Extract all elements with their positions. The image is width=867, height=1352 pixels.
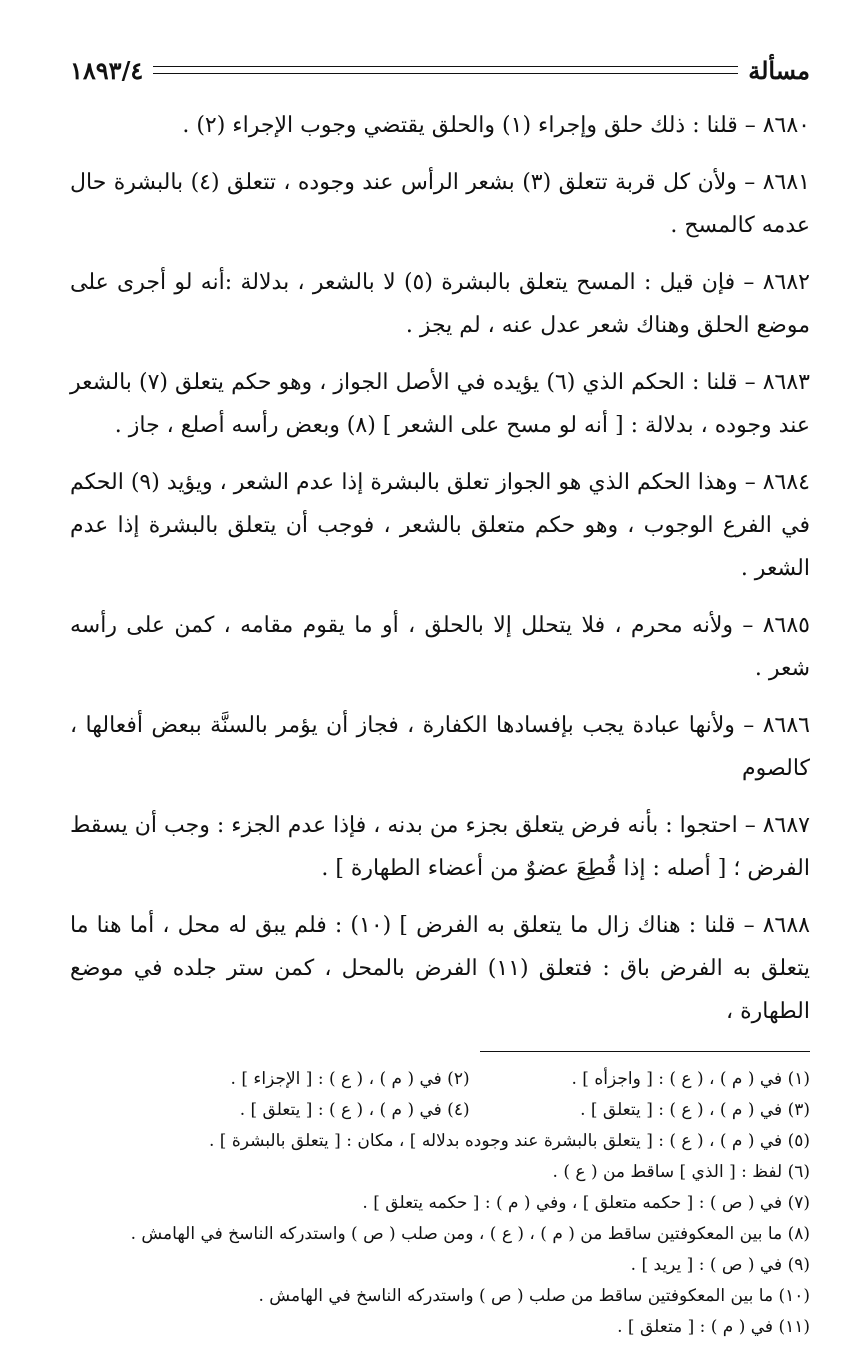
footnote: (٣) في ( م ) ، ( ع ) : [ يتعلق ] . <box>580 1100 810 1120</box>
footnotes <box>70 1064 810 1343</box>
footnote-row <box>70 1064 810 1095</box>
footnote: (٥) في ( م ) ، ( ع ) : [ يتعلق بالبشرة عند وجوده بدلاله ] ، مكان : [ يتعلق بالبشرة ] . <box>208 1131 810 1151</box>
paragraph-number: ٨٦٨٦ <box>762 713 810 738</box>
footnote: (١٠) ما بين المعكوفتين ساقط من صلب ( ص ) واستدركه الناسخ في الهامش . <box>258 1286 810 1306</box>
paragraph-number: ٨٦٨٣ <box>762 370 810 395</box>
page <box>70 48 810 1343</box>
paragraph-text: – ولأنه محرم ، فلا يتحلل إلا بالحلق ، أو ما يقوم مقامه ، كمن على رأسه شعر . <box>70 613 810 681</box>
paragraph <box>70 104 810 147</box>
paragraph-text: – قلنا : هناك زال ما يتعلق به الفرض ] (١٠) : فلم يبق له محل ، أما هنا ما يتعلق به الفرض باق : فتعلق (١١) الفرض بالمحل ، كمن ستر جلده في موضع الطهارة ، <box>70 913 811 1024</box>
paragraph-number: ٨٦٨٢ <box>762 270 810 295</box>
paragraph <box>70 361 810 447</box>
paragraph-number: ٨٦٨٤ <box>762 470 810 495</box>
paragraph <box>70 804 810 890</box>
main-text <box>70 104 810 1033</box>
paragraph-text: – وهذا الحكم الذي هو الجواز تعلق بالبشرة إذا عدم الشعر ، ويؤيد (٩) الحكم في الفرع الوجوب ، وهو حكم متعلق بالشعر ، فوجب أن يتعلق بالبشرة إذا عدم الشعر . <box>70 470 810 581</box>
paragraph-number: ٨٦٨٨ <box>762 913 810 938</box>
footnote: (١١) في ( م ) : [ متعلق ] . <box>617 1317 810 1337</box>
paragraph <box>70 904 810 1033</box>
paragraph <box>70 161 810 247</box>
paragraph <box>70 461 810 590</box>
footnote: (١) في ( م ) ، ( ع ) : [ واجزأه ] . <box>571 1069 810 1089</box>
paragraph-text: – قلنا : الحكم الذي (٦) يؤيده في الأصل الجواز ، وهو حكم يتعلق (٧) بالشعر عند وجوده ، بدلالة : [ أنه لو مسح على الشعر ] (٨) وبعض رأسه أصلع ، جاز . <box>70 370 810 438</box>
header-title: مسألة <box>748 55 810 85</box>
paragraph-text: – ولأنها عبادة يجب بإفسادها الكفارة ، فجاز أن يؤمر بالسنَّة ببعض أفعالها ، كالصوم <box>70 713 810 781</box>
footnote-row <box>70 1095 810 1126</box>
page-header <box>70 48 810 92</box>
paragraph-text: – قلنا : ذلك حلق وإجراء (١) والحلق يقتضي وجوب الإجراء (٢) . <box>182 113 763 138</box>
paragraph-number: ٨٦٨٧ <box>762 813 810 838</box>
footnote: (٢) في ( م ) ، ( ع ) : [ الإجزاء ] . <box>230 1069 470 1089</box>
paragraph <box>70 261 810 347</box>
footnote-divider <box>480 1051 810 1052</box>
footnote: (٩) في ( ص ) : [ يريد ] . <box>630 1255 810 1275</box>
paragraph-number: ٨٦٨١ <box>762 170 810 195</box>
paragraph-number: ٨٦٨٥ <box>762 613 810 638</box>
header-page-number: ١٨٩٣/٤ <box>70 55 144 85</box>
paragraph <box>70 604 810 690</box>
footnote: (٧) في ( ص ) : [ حكمه متعلق ] ، وفي ( م ) : [ حكمه يتعلق ] . <box>362 1193 810 1213</box>
paragraph-number: ٨٦٨٠ <box>762 113 810 138</box>
footnote: (٨) ما بين المعكوفتين ساقط من ( م ) ، ( ع ) ، ومن صلب ( ص ) واستدركه الناسخ في الهامش . <box>130 1224 810 1244</box>
paragraph-text: – فإن قيل : المسح يتعلق بالبشرة (٥) لا بالشعر ، بدلالة :أنه لو أجرى على موضع الحلق وهناك شعر عدل عنه ، لم يجز . <box>70 270 810 338</box>
paragraph <box>70 704 810 790</box>
footnote: (٤) في ( م ) ، ( ع ) : [ يتعلق ] . <box>239 1100 470 1120</box>
footnote: (٦) لفظ : [ الذي ] ساقط من ( ع ) . <box>552 1162 810 1182</box>
paragraph-text: – ولأن كل قربة تتعلق (٣) بشعر الرأس عند وجوده ، تتعلق (٤) بالبشرة حال عدمه كالمسح . <box>70 170 810 238</box>
paragraph-text: – احتجوا : بأنه فرض يتعلق بجزء من بدنه ، فإذا عدم الجزء : وجب أن يسقط الفرض ؛ [ أصله : إذا قُطِعَ عضوٌ من أعضاء الطهارة ] . <box>70 813 810 881</box>
header-rule <box>153 66 738 74</box>
